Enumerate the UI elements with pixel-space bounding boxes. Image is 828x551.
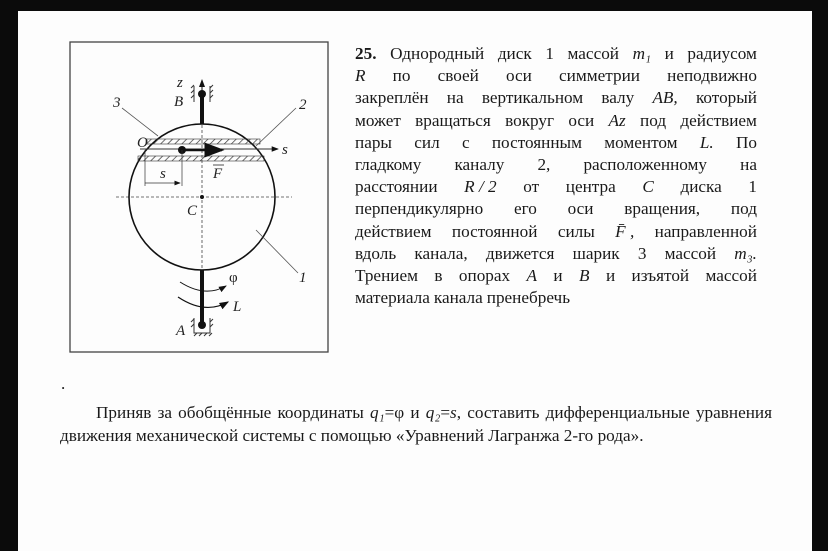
- task-statement: [60, 401, 772, 447]
- problem-word: под: [640, 110, 667, 130]
- problem-word: постоянной: [451, 221, 538, 241]
- label-O: O: [137, 135, 148, 151]
- problem-word: массой: [664, 243, 717, 263]
- coord-s: s: [450, 403, 457, 422]
- problem-word: диск: [497, 44, 532, 63]
- problem-line: [355, 243, 757, 265]
- problem-word: A: [526, 266, 538, 286]
- label-2: 2: [299, 97, 307, 113]
- problem-word: опорах: [458, 266, 511, 286]
- label-B: B: [174, 94, 184, 110]
- problem-word: сил: [414, 132, 440, 152]
- problem-word: оси: [568, 110, 595, 130]
- problem-word: закреплён: [355, 88, 429, 108]
- problem-word: изъятой: [631, 266, 690, 286]
- problem-word: AB,: [652, 88, 678, 108]
- problem-word: 1: [748, 177, 757, 197]
- problem-word: оси: [567, 199, 594, 219]
- problem-word: действием: [680, 110, 757, 130]
- problem-line: [355, 265, 757, 287]
- problem-word: шарик: [572, 243, 620, 263]
- problem-word: по: [392, 66, 411, 86]
- problem-word: B: [579, 266, 590, 286]
- label-L: L: [233, 299, 242, 315]
- task-text: Приняв за обобщённые координаты: [96, 403, 371, 422]
- problem-word: канала: [433, 288, 483, 308]
- problem-word: 3: [637, 243, 647, 263]
- problem-word: R / 2: [464, 177, 497, 197]
- label-F: F: [213, 166, 223, 182]
- problem-word: с: [461, 132, 470, 152]
- problem-word: движется: [485, 243, 555, 263]
- problem-word: от: [523, 177, 540, 197]
- problem-word: По: [735, 132, 757, 152]
- problem-word: который: [695, 88, 757, 108]
- problem-word: на: [446, 88, 464, 108]
- coord-q1: q₁: [370, 403, 385, 422]
- problem-word: действием: [355, 221, 432, 241]
- problem-word: симметрии: [559, 66, 640, 86]
- problem-word: валу: [601, 88, 635, 108]
- problem-line: [355, 110, 757, 132]
- label-1: 1: [299, 270, 307, 286]
- problem-word: диска: [680, 177, 722, 197]
- problem-line: [355, 287, 757, 309]
- problem-word: направленной: [654, 221, 757, 241]
- channel-wall-upper: [146, 139, 260, 144]
- problem-word: L.: [699, 132, 714, 152]
- problem-word: пары: [355, 132, 392, 152]
- problem-word: m₁: [632, 44, 651, 63]
- problem-word: C: [642, 177, 654, 197]
- problem-word: и: [605, 266, 616, 286]
- problem-word: 1: [545, 44, 554, 63]
- label-phi: φ: [229, 270, 238, 286]
- problem-word: может: [355, 110, 401, 130]
- problem-word: массой: [567, 44, 619, 63]
- task-text: =: [440, 403, 451, 422]
- problem-word: радиусом: [687, 44, 757, 63]
- problem-word: m₃.: [734, 243, 757, 263]
- problem-word: 25.: [355, 44, 377, 63]
- problem-word: Трением: [355, 266, 418, 286]
- problem-word: гладкому: [355, 155, 422, 175]
- separator-dot: .: [61, 374, 66, 393]
- problem-word: вращения,: [624, 199, 701, 219]
- problem-word: массой: [705, 266, 757, 286]
- problem-word: пренебречь: [486, 288, 571, 308]
- problem-word: расположенному: [583, 155, 708, 175]
- center-C: [200, 195, 204, 199]
- problem-word: постоянным: [491, 132, 582, 152]
- problem-word: материала: [355, 288, 430, 308]
- label-s-axis: s: [282, 142, 288, 158]
- bearing-A: [198, 321, 206, 329]
- problem-word: оси: [506, 66, 532, 86]
- problem-word: своей: [437, 66, 479, 86]
- problem-line: [355, 221, 757, 243]
- problem-word: 2,: [537, 155, 551, 175]
- problem-line: [355, 176, 757, 198]
- problem-word: под: [730, 199, 757, 219]
- problem-line: [355, 43, 757, 65]
- problem-word: Однородный: [390, 44, 485, 63]
- problem-word: вращаться: [415, 110, 491, 130]
- task-text: , составить дифференциальные уравнения движения механической системы с помощью «Уравнений Лагранжа 2-го рода».: [60, 403, 773, 445]
- bearing-B: [198, 90, 206, 98]
- label-z: z: [177, 75, 183, 91]
- problem-word: вокруг: [505, 110, 555, 130]
- channel-wall-lower: [138, 156, 264, 161]
- problem-line: [355, 87, 757, 109]
- label-3: 3: [113, 95, 121, 111]
- problem-word: Az: [608, 110, 626, 130]
- problem-statement: [355, 43, 757, 309]
- label-s-distance: s: [160, 166, 166, 182]
- problem-word: расстоянии: [355, 177, 438, 197]
- label-C: C: [187, 203, 198, 219]
- problem-word: на: [740, 155, 757, 175]
- problem-line: [355, 65, 757, 87]
- problem-word: неподвижно: [667, 66, 757, 86]
- problem-word: F̄ ,: [615, 221, 635, 241]
- problem-line: [355, 132, 757, 154]
- coord-q2: q₂: [425, 403, 441, 422]
- task-text: =φ и: [384, 403, 426, 422]
- problem-word: в: [434, 266, 443, 286]
- problem-word: силы: [557, 221, 595, 241]
- problem-word: перпендикулярно: [355, 199, 484, 219]
- label-A: A: [176, 323, 186, 339]
- problem-word: моментом: [604, 132, 678, 152]
- problem-word: каналу: [454, 155, 505, 175]
- problem-word: вдоль: [355, 243, 397, 263]
- problem-line: [355, 198, 757, 220]
- problem-word: и: [553, 266, 563, 286]
- problem-word: центра: [565, 177, 616, 197]
- problem-word: его: [514, 199, 537, 219]
- problem-word: канала,: [414, 243, 468, 263]
- problem-word: и: [664, 44, 674, 63]
- problem-line: [355, 154, 757, 176]
- problem-word: вертикальном: [481, 88, 584, 108]
- problem-word: R: [355, 66, 366, 86]
